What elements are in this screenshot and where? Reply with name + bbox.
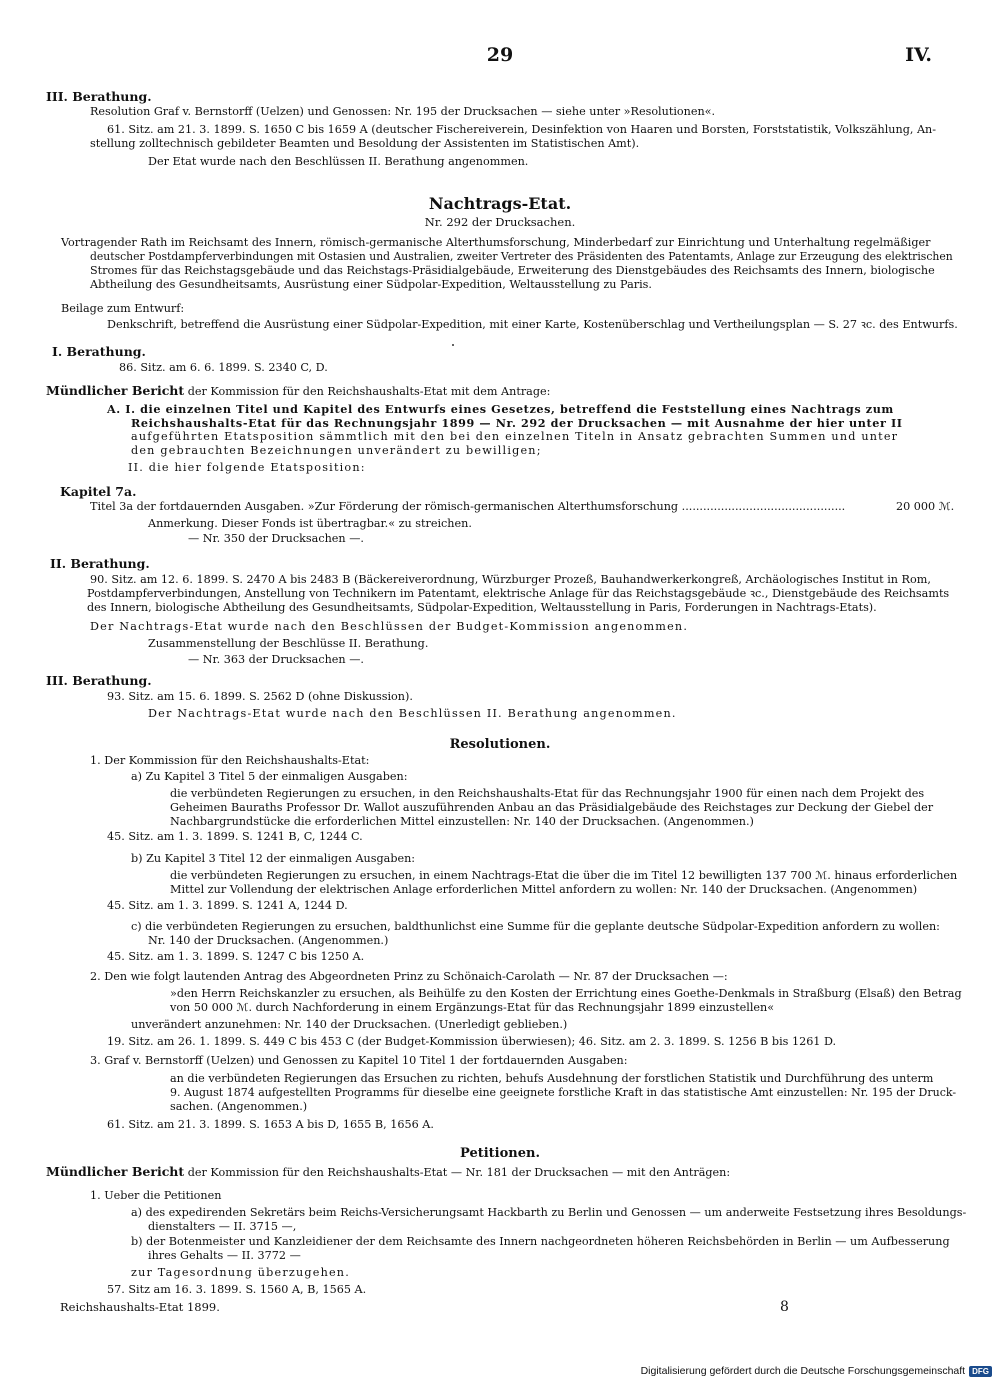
heading-third-reading: III. Berathung. [46,673,152,688]
text-line: zur Tagesordnung überzugehen. [131,1266,350,1279]
text-line: Mittel zur Vollendung der elektrischen Anlage erforderlichen Mittel anfordern zu wollen: Nr. 140 der Drucksachen. (Angenommen) [170,883,918,896]
text-line: des Innern, biologische Abtheilung des Gesundheitsamts, Südpolar-Expedition, Weltausstellung in Paris, Forderungen in Nachtrags-Etats). [87,601,877,614]
bericht-bold: Mündlicher Bericht [46,1164,185,1179]
dfg-credit-text: Digitalisierung gefördert durch die Deutsche Forschungsgemeinschaft [640,1365,966,1377]
text-line: 61. Sitz. am 21. 3. 1899. S. 1650 C bis 1659 A (deutscher Fischereiverein, Desinfektion von Haaren und Borsten, Forststatistik, Volkszählung, An- [107,123,937,136]
heading-first-reading: I. Berathung. [52,344,146,359]
text-line: Abtheilung des Gesundheitsamts, Ausrüstung einer Südpolar-Expedition, Weltausstellung zu Paris. [90,278,652,291]
text-line: Resolution Graf v. Bernstorff (Uelzen) und Genossen: Nr. 195 der Drucksachen — siehe unter »Resolutionen«. [90,105,716,118]
kapitel-label: Kapitel 7a. [60,484,137,499]
text-line: Nr. 140 der Drucksachen. (Angenommen.) [148,934,389,947]
text-line: Der Nachtrags-Etat wurde nach den Beschlüssen II. Berathung angenommen. [148,707,677,720]
text-line: 61. Sitz. am 21. 3. 1899. S. 1653 A bis D, 1655 B, 1656 A. [107,1118,434,1131]
beilage-text: Denkschrift, betreffend die Ausrüstung einer Südpolar-Expedition, mit einer Karte, Kostenüberschlag und Vertheilungsplan — S. 27 ꝛc. des Entwurfs. [107,318,958,331]
text-line: Vortragender Rath im Reichsamt des Innern, römisch-germanische Alterthumsforschung, Minderbedarf zur Einrichtung und Unterhaltung regelmäßiger [61,236,931,249]
section-title-resolutionen: Resolutionen. [449,737,551,752]
antrag-line: II. die hier folgende Etatsposition: [128,461,366,474]
text-line: 90. Sitz. am 12. 6. 1899. S. 2470 A bis 2483 B (Bäckereiverordnung, Würzburger Prozeß, Bauhandwerkerkongreß, Archäologisches Institut in Rom, [90,573,931,586]
section-title-petitionen: Petitionen. [460,1146,540,1161]
text-line: Nachbargrundstücke die erforderlichen Mittel einzustellen: Nr. 140 der Drucksachen. (Angenommen.) [170,815,754,828]
text-line: 3. Graf v. Bernstorff (Uelzen) und Genossen zu Kapitel 10 Titel 1 der fortdauernden Ausgaben: [90,1054,628,1067]
heading-third-reading: III. Berathung. [46,89,152,104]
text-line: von 50 000 ℳ. durch Nachforderung in einem Ergänzungs-Etat für das Rechnungsjahr 1899 einzustellen« [170,1001,775,1014]
text-line: stellung zolltechnisch gebildeter Beamten und Besoldung der Assistenten im Statistischen Amt). [90,137,640,150]
heading-second-reading: II. Berathung. [50,556,150,571]
text-line: 45. Sitz. am 1. 3. 1899. S. 1241 A, 1244 D. [107,899,348,912]
text-line: die verbündeten Regierungen zu ersuchen, in einem Nachtrags-Etat die über die im Titel 12 bewilligten 137 700 ℳ. hinaus erforderlichen [170,869,958,882]
dfg-logo-icon: DFG [969,1366,992,1377]
text-line: sachen. (Angenommen.) [170,1100,308,1113]
bericht-bold: Mündlicher Bericht [46,383,185,398]
text-line: 93. Sitz. am 15. 6. 1899. S. 2562 D (ohne Diskussion). [107,690,413,703]
text-line: Der Etat wurde nach den Beschlüssen II. Berathung angenommen. [148,155,529,168]
text-line: b) der Botenmeister und Kanzleidiener der dem Reichsamte des Innern nachgeordneten höheren Reichsbehörden in Berlin — um Aufbesserung [131,1235,950,1248]
bericht-line [46,1165,730,1180]
text-line: Zusammenstellung der Beschlüsse II. Berathung. [148,637,429,650]
text-line: 45. Sitz. am 1. 3. 1899. S. 1247 C bis 1250 A. [107,950,365,963]
text-line: an die verbündeten Regierungen das Ersuchen zu richten, behufs Ausdehnung der forstlichen Statistik und Durchführung des unterm [170,1072,934,1085]
bericht-line [46,384,550,399]
section-subtitle: Nr. 292 der Drucksachen. [424,215,576,229]
antrag-line: A. I. die einzelnen Titel und Kapitel des Entwurfs eines Gesetzes, betreffend die Feststellung eines Nachtrags zum [107,402,894,416]
text-line: a) des expedirenden Sekretärs beim Reichs-Versicherungsamt Hackbarth zu Berlin und Genossen — um anderweite Festsetzung ihres Besoldungs- [131,1206,967,1219]
text-line: c) die verbündeten Regierungen zu ersuchen, baldthunlichst eine Summe für die geplante deutsche Südpolar-Expedition anfordern zu wollen: [131,920,940,933]
antrag-line: aufgeführten Etatsposition sämmtlich mit den bei den einzelnen Titeln in Ansatz gebrachten Summen und unter [131,430,899,443]
antrag-line: den gebrauchten Bezeichnungen unverändert zu bewilligen; [131,444,542,457]
text-line: 45. Sitz. am 1. 3. 1899. S. 1241 B, C, 1244 C. [107,830,363,843]
page-number: 29 [486,44,514,66]
text-line: b) Zu Kapitel 3 Titel 12 der einmaligen Ausgaben: [131,852,416,865]
titel-line: Titel 3a der fortdauernden Ausgaben. »Zur Förderung der römisch-germanischen Alterthumsforschung .............................................. [90,500,846,513]
text-line: dienstalters — II. 3715 —, [148,1220,297,1233]
text-line: 9. August 1874 aufgestellten Programms für dieselbe eine geeignete forstliche Kraft in das statistische Amt einzustellen: Nr. 195 der Druck- [170,1086,957,1099]
text-line: 1. Ueber die Petitionen [90,1189,222,1202]
drucksachen-ref: — Nr. 363 der Drucksachen —. [188,653,364,666]
print-speck [452,344,454,346]
titel-amount: 20 000 ℳ. [896,500,955,513]
text-line: deutscher Postdampferverbindungen mit Ostasien und Australien, zweiter Vertreter des Präsidenten des Patentamts, Anlage zur Erzeugung des elektrischen [90,250,953,263]
text-line: 1. Der Kommission für den Reichshaushalts-Etat: [90,754,370,767]
text-line: 86. Sitz. am 6. 6. 1899. S. 2340 C, D. [119,361,328,374]
text-line: Stromes für das Reichstagsgebäude und das Reichstags-Präsidialgebäude, Erweiterung des Dienstgebäudes des Reichsamts des Innern, biologische [90,264,935,277]
anmerkung-line: Anmerkung. Dieser Fonds ist übertragbar.« zu streichen. [148,517,472,530]
section-title: Nachtrags-Etat. [428,194,572,213]
bericht-rest: der Kommission für den Reichshaushalts-Etat mit dem Antrage: [184,385,551,398]
section-roman-numeral: IV. [905,44,932,66]
drucksachen-ref: — Nr. 350 der Drucksachen —. [188,532,364,545]
text-line: Der Nachtrags-Etat wurde nach den Beschlüssen der Budget-Kommission angenommen. [90,620,689,633]
text-line: 19. Sitz. am 26. 1. 1899. S. 449 C bis 453 C (der Budget-Kommission überwiesen); 46. Sitz. am 2. 3. 1899. S. 1256 B bis 1261 D. [107,1035,837,1048]
dfg-credit [641,1365,992,1377]
text-line: »den Herrn Reichskanzler zu ersuchen, als Beihülfe zu den Kosten der Errichtung eines Goethe-Denkmals in Straßburg (Elsaß) den Betrag [170,987,962,1000]
footer-title: Reichshaushalts-Etat 1899. [60,1300,220,1314]
text-line: Postdampferverbindungen, Anstellung von Technikern im Patentamt, elektrische Anlage für das Reichstagsgebäude ꝛc., Dienstgebäude des Reichsamts [87,587,950,600]
sheet-number: 8 [780,1299,789,1315]
text-line: Geheimen Bauraths Professor Dr. Wallot auszuführenden Anbau an das Präsidialgebäude des Reichstages zur Deckung der Giebel der [170,801,934,814]
bericht-rest: der Kommission für den Reichshaushalts-Etat — Nr. 181 der Drucksachen — mit den Anträgen: [184,1166,731,1179]
text-line: a) Zu Kapitel 3 Titel 5 der einmaligen Ausgaben: [131,770,408,783]
text-line: ihres Gehalts — II. 3772 — [148,1249,301,1262]
text-line: 2. Den wie folgt lautenden Antrag des Abgeordneten Prinz zu Schönaich-Carolath — Nr. 87 der Drucksachen —: [90,970,728,983]
text-line: unverändert anzunehmen: Nr. 140 der Drucksachen. (Unerledigt geblieben.) [131,1018,568,1031]
beilage-label: Beilage zum Entwurf: [61,302,185,315]
text-line: 57. Sitz am 16. 3. 1899. S. 1560 A, B, 1565 A. [107,1283,367,1296]
text-line: die verbündeten Regierungen zu ersuchen, in den Reichshaushalts-Etat für das Rechnungsjahr 1900 für einen nach dem Projekt des [170,787,925,800]
antrag-line: Reichshaushalts-Etat für das Rechnungsjahr 1899 — Nr. 292 der Drucksachen — mit Ausnahme der hier unter II [131,416,903,430]
